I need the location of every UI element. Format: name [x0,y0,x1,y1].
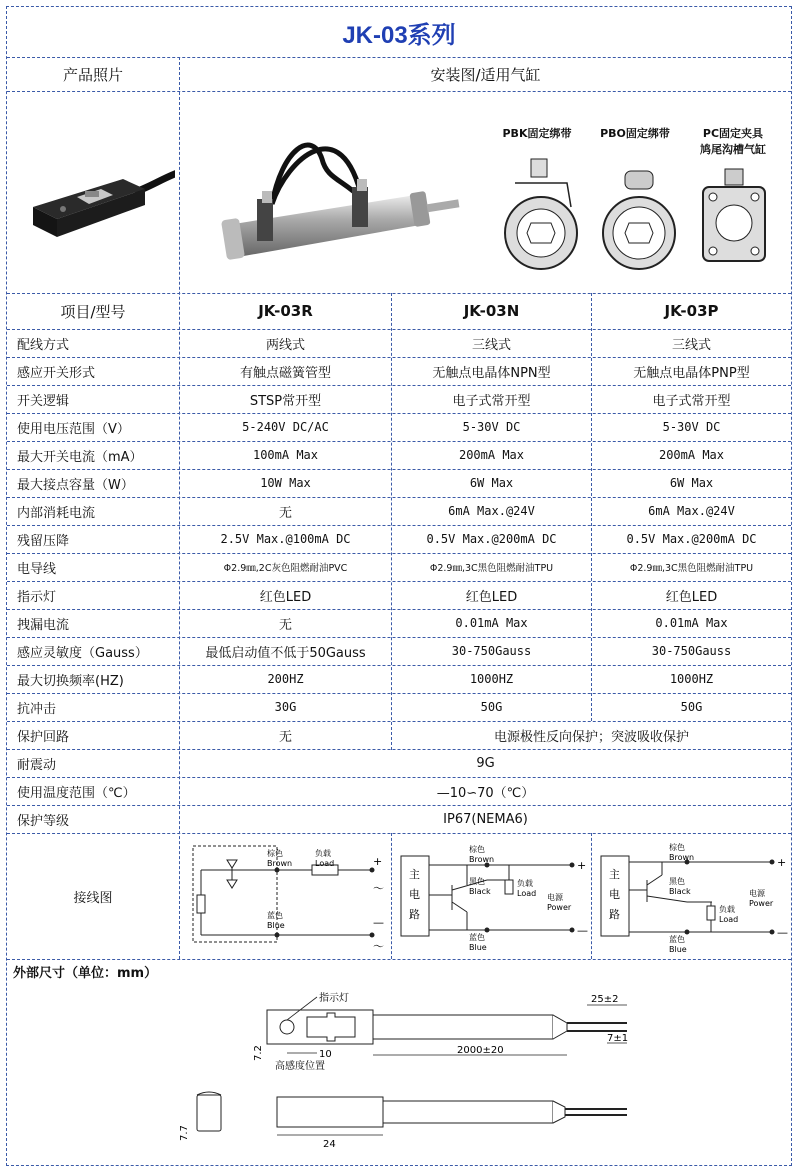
model-n-header: JK-03N [463,302,520,320]
wire-ac-bottom: ～ [373,940,384,952]
row-label: 内部消耗电流 [17,505,96,521]
row-label: 感应开关形式 [17,365,96,381]
model-r-value: 30G [274,700,297,714]
protect-r-value: 无 [278,729,292,745]
wiring-diagram-n [397,840,592,952]
wiring-label: 接线图 [73,890,113,906]
model-r-value: 无 [278,505,292,521]
wire-load-cn: 负载 [719,905,735,914]
dim-24: 24 [323,1139,336,1150]
main-circuit-2: 电 [409,888,420,901]
wire-black-en: Black [469,887,491,896]
model-p-value: 红色LED [665,589,718,605]
model-n-value: 1000HZ [469,672,514,686]
wire-power-cn: 电源 [547,893,563,902]
model-p-value: 0.01mA Max [655,616,728,630]
model-r-value: 有触点磁簧管型 [239,365,331,381]
model-p-value: 200mA Max [658,448,725,462]
rule [7,665,791,666]
rule [7,833,791,834]
rule [7,693,791,694]
model-p-value: 无触点电晶体PNP型 [633,365,750,381]
row-label: 指示灯 [17,589,57,605]
wire-load-en: Load [719,915,739,924]
model-n-value: 50G [480,700,503,714]
wire-blue-en: Blue [469,943,487,952]
page-title: JK-03系列 [342,21,456,49]
row-label: 最大开关电流（mA） [17,449,143,465]
dimension-drawing [157,985,677,1161]
model-n-value: 6W Max [469,476,514,490]
wire-plus: + [777,856,787,869]
model-r-value: 100mA Max [252,448,319,462]
dim-2000: 2000±20 [457,1045,504,1056]
rule [7,413,791,414]
rule [7,959,791,960]
wire-brown-en: Brown [669,853,695,862]
row-label: 保护等级 [17,814,70,829]
dim-72: 7.2 [253,1045,264,1061]
row-label: 感应灵敏度（Gauss） [17,645,148,661]
rule [591,833,592,959]
model-r-value: 10W Max [260,476,311,490]
wire-brown-cn: 棕色 [669,843,685,852]
wire-load-cn: 负载 [517,879,533,888]
wire-plus: + [577,859,587,872]
rule [7,357,791,358]
main-circuit-1: 主 [409,868,420,881]
wire-minus: — [777,926,788,939]
dim-10: 10 [319,1049,332,1060]
model-n-value: 红色LED [465,589,518,605]
rule [7,441,791,442]
mount-pbo-label: PBO固定绑带 [600,127,670,140]
wiring-diagram-p [597,840,792,952]
row-label: 使用电压范围（V） [17,421,130,437]
rule [7,385,791,386]
wire-power-en: Power [749,899,774,908]
model-n-value: 6mA Max.@24V [448,504,535,518]
spec-header-item: 项目/型号 [60,302,126,321]
wire-brown-cn: 棕色 [469,845,485,854]
model-r-value: 无 [278,617,292,633]
rule [7,637,791,638]
wire-black-cn: 黑色 [469,877,485,886]
row-label: 开关逻辑 [17,393,70,409]
rule [7,553,791,554]
row-label: 配线方式 [17,337,70,353]
row-label: 最大切换频率(HZ) [17,673,124,689]
mount-pbk-label: PBK固定绑带 [502,127,572,140]
row-label: 耐震动 [17,758,57,773]
model-r-value: Φ2.9㎜,2C灰色阻燃耐油PVC [223,563,348,574]
rule [391,833,392,959]
wire-minus: — [373,916,384,929]
rule [7,721,791,722]
model-p-value: 三线式 [671,337,711,353]
dim-25: 25±2 [591,994,619,1005]
rule [7,57,791,58]
model-n-value: 0.01mA Max [455,616,528,630]
product-photo [15,97,175,287]
dimensions-heading: 外部尺寸（单位：mm） [13,965,158,981]
row-label: 抗冲击 [17,701,57,717]
wire-ac-top: ～ [373,882,384,895]
model-n-value: 电子式常开型 [452,393,531,409]
mount-pbo-drawing [599,157,679,277]
model-p-value: 6W Max [669,476,714,490]
model-r-value: 最低启动值不低于50Gauss [205,645,366,661]
wire-blue-cn: 蓝色 [669,935,685,944]
model-p-header: JK-03P [664,302,719,320]
wire-power-cn: 电源 [749,889,765,898]
rule [7,469,791,470]
rule [7,581,791,582]
rule [7,609,791,610]
mount-pbk-drawing [501,157,581,277]
rule [7,91,791,92]
model-n-value: 三线式 [471,337,511,353]
main-circuit-3: 路 [409,908,420,921]
rule [7,497,791,498]
model-p-value: 5-30V DC [662,420,721,434]
wire-load-cn: 负载 [315,849,331,858]
wire-load-en: Load [517,889,537,898]
model-n-value: Φ2.9㎜,3C黑色阻燃耐油TPU [429,563,554,574]
wire-blue-cn: 蓝色 [267,911,283,920]
wire-black-cn: 黑色 [669,877,685,886]
wire-blue-cn: 蓝色 [469,933,485,942]
rule [179,57,180,959]
rule [7,805,791,806]
model-n-value: 无触点电晶体NPN型 [432,365,551,381]
model-n-value: 200mA Max [458,448,525,462]
mount-pc-label-1: PC固定夹具 [702,127,764,140]
rule [7,293,791,294]
rule [7,749,791,750]
wire-load-en: Load [315,859,335,868]
dim-77: 7.7 [179,1125,190,1141]
row-label: 拽漏电流 [17,617,70,633]
install-header: 安装图/适用气缸 [430,65,541,84]
rule [7,777,791,778]
row-label: 残留压降 [17,533,70,549]
model-p-value: 1000HZ [669,672,714,686]
cylinder-photo [212,99,472,289]
model-n-value: 5-30V DC [462,420,521,434]
model-p-value: 50G [680,700,703,714]
temperature-value: —10∽70（℃） [436,786,535,801]
protection-class-value: IP67(NEMA6) [443,812,528,827]
model-r-value: 红色LED [259,589,312,605]
main-circuit-1: 主 [609,868,620,881]
main-circuit-3: 路 [609,908,620,921]
main-circuit-2: 电 [609,888,620,901]
model-r-value: STSP常开型 [249,393,322,409]
model-r-value: 两线式 [265,337,305,353]
model-r-header: JK-03R [258,302,313,320]
wiring-diagram-r [187,840,387,952]
row-label: 电导线 [17,561,57,577]
wire-brown-en: Brown [267,859,293,868]
mount-pc-drawing [695,167,775,277]
row-label: 最大接点容量（W） [17,477,134,493]
rule [391,293,392,750]
vibration-value: 9G [476,756,495,771]
dim-7: 7±1 [607,1033,629,1044]
model-r-value: 5-240V DC/AC [242,420,329,434]
model-p-value: Φ2.9㎜,3C黑色阻燃耐油TPU [629,563,754,574]
model-n-value: 0.5V Max.@200mA DC [426,532,557,546]
model-p-value: 0.5V Max.@200mA DC [626,532,757,546]
wire-brown-en: Brown [469,855,495,864]
model-r-value: 200HZ [267,672,304,686]
model-p-value: 6mA Max.@24V [648,504,735,518]
model-p-value: 电子式常开型 [652,393,731,409]
protect-np-value: 电源极性反向保护；突波吸收保护 [493,729,689,745]
sensing-position-label: 高感度位置 [275,1061,325,1072]
model-n-value: 30-750Gauss [451,644,532,658]
spec-sheet [6,6,792,1166]
wire-plus: + [373,855,383,868]
indicator-label: 指示灯 [319,993,349,1004]
rule [7,525,791,526]
row-label: 保护回路 [17,729,70,745]
photo-header: 产品照片 [62,65,123,84]
wire-blue-en: Blue [267,921,285,930]
wire-brown-cn: 棕色 [267,849,283,858]
wire-blue-en: Blue [669,945,687,952]
wire-minus: — [577,924,588,937]
wire-black-en: Black [669,887,691,896]
model-p-value: 30-750Gauss [651,644,732,658]
rule [7,329,791,330]
wire-power-en: Power [547,903,572,912]
mount-pc-label-2: 鸠尾沟槽气缸 [700,143,766,156]
model-r-value: 2.5V Max.@100mA DC [220,532,351,546]
row-label: 使用温度范围（℃） [17,786,136,801]
